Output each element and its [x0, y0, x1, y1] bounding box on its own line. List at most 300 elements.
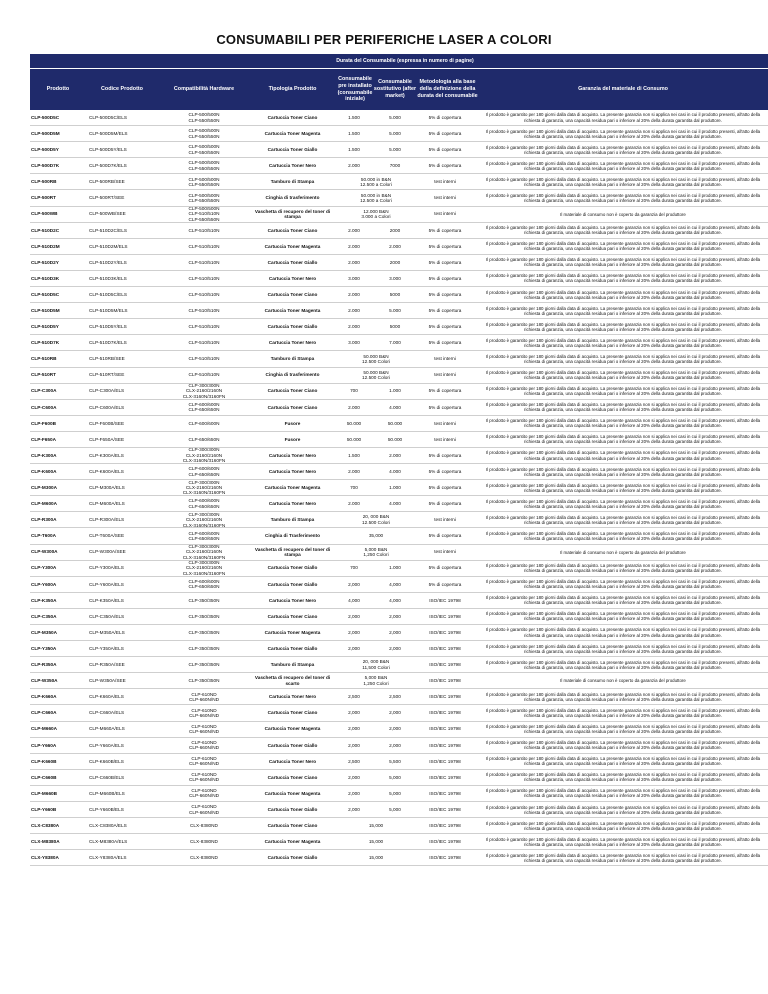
cell-preinstalled: 20, 000 B&N 11,500 Colori	[362, 659, 390, 670]
cell-warranty: Il prodotto è garantito per 180 giorni dalla data di acquisto. La presente garanzia non si applica nei casi in cui il prodotto presenti, all'atto della richiesta di garanzia, una capacità residua pari o inferiore al 20% della durata garantita dal produttore.	[485, 144, 761, 155]
table-row	[30, 834, 768, 850]
cell-code: CLP-500RT/SEE	[89, 195, 125, 201]
cell-warranty: Il prodotto è garantito per 180 giorni dalla data di acquisto. La presente garanzia non si applica nei casi in cui il prodotto presenti, all'atto della richiesta di garanzia, una capacità residua pari o inferiore al 20% della durata garantita dal produttore.	[485, 788, 761, 799]
cell-preinstalled: 2,000	[348, 645, 360, 651]
cell-method: test interni	[434, 195, 456, 201]
cell-type: Cartuccia Toner Giallo	[267, 259, 318, 265]
cell-method: ISO/IEC 19798	[429, 710, 461, 716]
cell-warranty: Il prodotto è garantito per 180 giorni dalla data di acquisto. La presente garanzia non si applica nei casi in cui il prodotto presenti, all'atto della richiesta di garanzia, una capacità residua pari o inferiore al 20% della durata garantita dal produttore.	[485, 820, 761, 831]
cell-method: ISO/IEC 19798	[429, 839, 461, 845]
cell-preinstalled: 5,000 B&N 1,250 Colori	[363, 675, 389, 686]
cell-code: CLP-K600A/ELS	[89, 468, 124, 474]
table-row	[30, 255, 768, 271]
cell-product: CLP-M300A	[31, 485, 58, 490]
cell-compat: CLP-510/510N	[188, 307, 220, 313]
cell-compat: CLX-8380ND	[190, 839, 218, 845]
cell-type: Cartuccia Toner Magenta	[264, 307, 321, 313]
cell-method: test interni	[434, 179, 456, 185]
cell-warranty: Il prodotto è garantito per 180 giorni dalla data di acquisto. La presente garanzia non si applica nei casi in cui il prodotto presenti, all'atto della richiesta di garanzia, una capacità residua pari o inferiore al 20% della durata garantita dal produttore.	[485, 756, 761, 767]
cell-warranty: Il prodotto è garantito per 180 giorni dalla data di acquisto. La presente garanzia non si applica nei casi in cui il prodotto presenti, all'atto della richiesta di garanzia, una capacità residua pari o inferiore al 20% della durata garantita dal produttore.	[485, 434, 761, 445]
cell-code: CLP-510D2Y/ELS	[89, 259, 127, 265]
cell-preinstalled: 50.000 B&N 12.500 Colori	[362, 353, 390, 364]
cell-warranty: Il materiale di consumo non è coperto da garanzia del produttore	[560, 549, 686, 555]
cell-type: Cinghia di Trasferimento	[265, 533, 320, 539]
cell-warranty: Il prodotto è garantito per 180 giorni dalla data di acquisto. La presente garanzia non si applica nei casi in cui il prodotto presenti, all'atto della richiesta di garanzia, una capacità residua pari o inferiore al 20% della durata garantita dal produttore.	[485, 852, 761, 863]
cell-code: CLP-510RB/SEE	[89, 356, 125, 362]
cell-compat: CLX-8380ND	[190, 822, 218, 828]
cell-warranty: Il prodotto è garantito per 180 giorni dalla data di acquisto. La presente garanzia non si applica nei casi in cui il prodotto presenti, all'atto della richiesta di garanzia, una capacità residua pari o inferiore al 20% della durata garantita dal produttore.	[485, 724, 761, 735]
header-span-row	[30, 54, 768, 68]
cell-compat: CLP-510/510N	[188, 291, 220, 297]
cell-type: Tamburo di Stampa	[270, 662, 315, 668]
cell-warranty: Il materiale di consumo non è coperto da garanzia del produttore	[560, 211, 686, 217]
cell-type: Tamburo di Stampa	[270, 179, 315, 185]
cell-compat: CLP-500/500N CLP-550/550N	[188, 144, 220, 155]
cell-code: CLP-K660B/ELS	[89, 758, 124, 764]
cell-warranty: Il prodotto è garantito per 180 giorni dalla data di acquisto. La presente garanzia non si applica nei casi in cui il prodotto presenti, all'atto della richiesta di garanzia, una capacità residua pari o inferiore al 20% della durata garantita dal produttore.	[485, 369, 761, 381]
cell-product: CLP-510D2C	[31, 227, 60, 233]
cell-code: CLP-Y660B/ELS	[89, 806, 124, 812]
cell-product: CLP-510D3K	[31, 275, 60, 281]
cell-method: ISO/IEC 19798	[429, 822, 461, 828]
cell-type: Cartuccia Toner Giallo	[267, 742, 318, 748]
cell-preinstalled: 3.000	[348, 340, 360, 346]
cell-aftermarket: 2,000	[389, 645, 401, 651]
cell-compat: CLP-500/500N CLP-550/550N	[188, 128, 220, 139]
cell-type: Vaschetta di recupero del toner di scarto	[254, 675, 331, 686]
cell-aftermarket: 2000	[389, 259, 401, 265]
cell-product: CLP-R300A	[31, 517, 57, 523]
cell-preinstalled: 50.000	[346, 420, 362, 426]
cell-product: CLP-M660A	[31, 726, 58, 732]
cell-aftermarket: 4,000	[389, 581, 401, 587]
cell-aftermarket: 50.000	[387, 436, 403, 442]
cell-aftermarket: 5.000	[389, 130, 401, 136]
cell-preinstalled: 2,000	[348, 581, 360, 587]
cell-product: CLP-K300A	[31, 452, 57, 458]
cell-preinstalled: 2,500	[348, 694, 360, 700]
cell-aftermarket: 4.000	[389, 501, 401, 507]
cell-preinstalled: 35,000	[368, 533, 384, 539]
cell-compat: CLP-600/600N CLP-650/650N	[188, 401, 220, 413]
cell-warranty: Il prodotto è garantito per 180 giorni dalla data di acquisto. La presente garanzia non si applica nei casi in cui il prodotto presenti, all'atto della richiesta di garanzia, una capacità residua pari o inferiore al 20% della durata garantita dal produttore.	[485, 273, 761, 284]
cell-warranty: Il prodotto è garantito per 180 giorni dalla data di acquisto. La presente garanzia non si applica nei casi in cui il prodotto presenti, all'atto della richiesta di garanzia, una capacità residua pari o inferiore al 20% della durata garantita dal produttore.	[485, 128, 761, 139]
cell-product: CLP-500RT	[31, 195, 57, 201]
cell-method: test interni	[434, 372, 456, 378]
cell-type: Vaschetta di recupero del toner di stampa	[254, 546, 331, 558]
cell-preinstalled: 2.000	[348, 243, 360, 249]
cell-code: CLP-F650A/SEE	[89, 436, 125, 442]
cell-code: CLP-M660B/ELS	[89, 790, 125, 796]
cell-product: CLP-F650A	[31, 436, 57, 442]
cell-method: 5% di copertura	[428, 533, 462, 539]
cell-product: CLP-Y600A	[31, 581, 57, 587]
table-row	[30, 770, 768, 786]
cell-method: 5% di copertura	[428, 468, 462, 474]
cell-preinstalled: 2,000	[348, 710, 360, 716]
table-row	[30, 126, 768, 142]
cell-type: Cartuccia Toner Ciano	[267, 388, 318, 394]
cell-type: Cartuccia Toner Giallo	[267, 806, 318, 812]
table-row	[30, 754, 768, 770]
table-row	[30, 577, 768, 593]
cell-code: CLP-C300A/ELS	[89, 388, 125, 394]
table-row	[30, 609, 768, 625]
table-row	[30, 239, 768, 255]
col-header-product: Prodotto	[46, 86, 70, 93]
cell-aftermarket: 1.000	[389, 485, 401, 490]
cell-type: Cartuccia Toner Giallo	[267, 324, 318, 330]
cell-method: ISO/IEC 19798	[429, 694, 461, 700]
cell-method: 5% di copertura	[428, 340, 462, 346]
cell-type: Cartuccia Toner Nero	[268, 163, 317, 169]
cell-preinstalled: 15,000	[368, 855, 384, 861]
cell-preinstalled: 700	[350, 485, 358, 490]
table-row	[30, 850, 768, 866]
cell-method: ISO/IEC 19798	[429, 758, 461, 764]
cell-type: Tamburo di Stampa	[270, 517, 315, 523]
cell-preinstalled: 15,000	[368, 839, 384, 845]
cell-preinstalled: 2.000	[348, 307, 360, 313]
cell-code: CLP-510D2C/ELS	[89, 227, 128, 233]
cell-code: CLP-T600A/SEE	[89, 533, 125, 539]
table-row	[30, 818, 768, 834]
cell-type: Vaschetta di recupero del toner di stampa	[254, 208, 331, 220]
cell-type: Cartuccia Toner Nero	[268, 452, 317, 458]
cell-code: CLP-M660A/ELS	[89, 726, 125, 732]
cell-warranty: Il materiale di consumo non è coperto da garanzia del produttore	[560, 678, 686, 684]
cell-compat: CLP-510/510N	[188, 227, 220, 233]
cell-code: CLP-M600A/ELS	[89, 501, 125, 507]
cell-compat: CLP-300/300N CLX-2160/2160N CLX-3160N/3160FN	[182, 383, 226, 399]
table-row	[30, 657, 768, 673]
table-row	[30, 400, 768, 416]
cell-compat: CLP-610ND CLP-660N/ND	[189, 804, 219, 815]
cell-compat: CLP-300/300N CLX-2160/2160N CLX-3160N/3160FN	[182, 560, 226, 576]
cell-aftermarket: 5000	[389, 291, 401, 297]
cell-code: CLP-C600A/ELS	[89, 404, 125, 410]
cell-preinstalled: 1.500	[348, 114, 360, 120]
cell-warranty: Il prodotto è garantito per 180 giorni dalla data di acquisto. La presente garanzia non si applica nei casi in cui il prodotto presenti, all'atto della richiesta di garanzia, una capacità residua pari o inferiore al 20% della durata garantita dal produttore.	[485, 836, 761, 847]
cell-aftermarket: 2,000	[389, 726, 401, 732]
cell-method: test interni	[434, 517, 456, 523]
cell-code: CLX-Y8380A/ELS	[89, 855, 127, 861]
cell-aftermarket: 2,000	[389, 629, 401, 635]
cell-code: CLP-R300A/ELS	[89, 517, 125, 523]
table-row	[30, 802, 768, 818]
cell-warranty: Il prodotto è garantito per 180 giorni dalla data di acquisto. La presente garanzia non si applica nei casi in cui il prodotto presenti, all'atto della richiesta di garanzia, una capacità residua pari o inferiore al 20% della durata garantita dal produttore.	[485, 563, 761, 574]
cell-code: CLP-Y300A/ELS	[89, 565, 124, 571]
cell-warranty: Il prodotto è garantito per 180 giorni dalla data di acquisto. La presente garanzia non si applica nei casi in cui il prodotto presenti, all'atto della richiesta di garanzia, una capacità residua pari o inferiore al 20% della durata garantita dal produttore.	[485, 772, 761, 783]
cell-method: 5% di copertura	[428, 324, 462, 330]
cell-aftermarket: 2,000	[389, 742, 401, 748]
cell-type: Cartuccia Toner Giallo	[267, 855, 318, 861]
cell-warranty: Il prodotto è garantito per 180 giorni dalla data di acquisto. La presente garanzia non si applica nei casi in cui il prodotto presenti, all'atto della richiesta di garanzia, una capacità residua pari o inferiore al 20% della durata garantita dal produttore.	[485, 482, 761, 493]
cell-compat: CLP-350/350N	[188, 613, 220, 619]
cell-aftermarket: 2,000	[389, 710, 401, 716]
cell-code: CLP-C660B/ELS	[89, 774, 125, 780]
cell-aftermarket: 3.000	[389, 275, 401, 281]
cell-method: 5% di copertura	[428, 501, 462, 507]
cell-type: Cartuccia Toner Magenta	[264, 243, 321, 249]
table-row	[30, 158, 768, 174]
cell-code: CLP-500RB/SEE	[89, 179, 125, 185]
cell-code: CLP-500WB/SEE	[89, 211, 126, 217]
cell-aftermarket: 7000	[389, 163, 401, 169]
cell-type: Cartuccia Toner Nero	[268, 275, 317, 281]
cell-code: CLP-K300A/ELS	[89, 452, 124, 458]
cell-aftermarket: 50.000	[387, 420, 403, 426]
cell-method: ISO/IEC 19798	[429, 662, 461, 668]
col-header-code: Codice Prodotto	[101, 86, 143, 93]
table-row	[30, 545, 768, 561]
cell-method: ISO/IEC 19798	[429, 855, 461, 861]
cell-aftermarket: 7.000	[389, 340, 401, 346]
cell-code: CLP-510D5M/ELS	[89, 307, 128, 313]
cell-type: Cartuccia Toner Magenta	[264, 726, 321, 732]
cell-product: CLP-510D5M	[31, 307, 60, 313]
cell-compat: CLP-510/510N	[188, 372, 220, 378]
cell-code: CLP-F600B/SEE	[89, 420, 125, 426]
cell-preinstalled: 2,500	[348, 758, 360, 764]
cell-code: CLP-510RT/SEE	[89, 372, 125, 378]
cell-preinstalled: 700	[350, 565, 358, 571]
cell-preinstalled: 50.000 in B&N 12.500 a Colori	[360, 176, 392, 187]
cell-compat: CLP-510/510N	[188, 259, 220, 265]
cell-method: 5% di copertura	[428, 581, 462, 587]
cell-method: ISO/IEC 19798	[429, 629, 461, 635]
table-row	[30, 416, 768, 432]
cell-type: Cartuccia Toner Ciano	[267, 710, 318, 716]
cell-method: 5% di copertura	[428, 243, 462, 249]
col-header-method: Metodologia alla base della definizione della durata del consumabile	[417, 79, 478, 99]
cell-warranty: Il prodotto è garantito per 180 giorni dalla data di acquisto. La presente garanzia non si applica nei casi in cui il prodotto presenti, all'atto della richiesta di garanzia, una capacità residua pari o inferiore al 20% della durata garantita dal produttore.	[485, 611, 761, 622]
cell-code: CLP-500D5C/ELS	[89, 114, 128, 120]
cell-warranty: Il prodotto è garantito per 180 giorni dalla data di acquisto. La presente garanzia non si applica nei casi in cui il prodotto presenti, all'atto della richiesta di garanzia, una capacità residua pari o inferiore al 20% della durata garantita dal produttore.	[485, 740, 761, 751]
cell-code: CLP-C660A/ELS	[89, 710, 125, 716]
cell-warranty: Il prodotto è garantito per 180 giorni dalla data di acquisto. La presente garanzia non si applica nei casi in cui il prodotto presenti, all'atto della richiesta di garanzia, una capacità residua pari o inferiore al 20% della durata garantita dal produttore.	[485, 386, 761, 397]
cell-preinstalled: 4,000	[348, 597, 360, 603]
cell-code: CLP-W350A/SEE	[89, 678, 126, 684]
cell-preinstalled: 2,000	[348, 774, 360, 780]
cell-type: Cartuccia Toner Magenta	[264, 790, 321, 796]
cell-warranty: Il prodotto è garantito per 180 giorni dalla data di acquisto. La presente garanzia non si applica nei casi in cui il prodotto presenti, all'atto della richiesta di garanzia, una capacità residua pari o inferiore al 20% della durata garantita dal produttore.	[485, 418, 761, 429]
cell-preinstalled: 2,000	[348, 790, 360, 796]
cell-warranty: Il prodotto è garantito per 180 giorni dalla data di acquisto. La presente garanzia non si applica nei casi in cui il prodotto presenti, all'atto della richiesta di garanzia, una capacità residua pari o inferiore al 20% della durata garantita dal produttore.	[485, 257, 761, 268]
cell-preinstalled: 50.000 B&N 12.500 Colori	[362, 369, 390, 381]
cell-preinstalled: 2.000	[348, 227, 360, 233]
cell-code: CLP-W300A/SEE	[89, 549, 126, 555]
cell-aftermarket: 4.000	[389, 404, 401, 410]
cell-preinstalled: 1.500	[348, 147, 360, 153]
cell-compat: CLP-610ND CLP-660N/ND	[189, 755, 219, 767]
table-row	[30, 528, 768, 544]
cell-method: ISO/IEC 19798	[429, 726, 461, 732]
cell-compat: CLP-500/500N CLP-550/550N	[188, 176, 220, 187]
cell-product: CLP-K660A	[31, 694, 57, 700]
cell-warranty: Il prodotto è garantito per 180 giorni dalla data di acquisto. La presente garanzia non si applica nei casi in cui il prodotto presenti, all'atto della richiesta di garanzia, una capacità residua pari o inferiore al 20% della durata garantita dal produttore.	[485, 514, 761, 525]
cell-type: Tamburo di Stampa	[270, 356, 315, 362]
cell-product: CLP-K600A	[31, 468, 57, 474]
cell-code: CLX-M8380A/ELS	[89, 839, 128, 845]
cell-type: Cinghia di trasferimento	[265, 372, 320, 378]
cell-method: ISO/IEC 19798	[429, 742, 461, 748]
cell-warranty: Il prodotto è garantito per 180 giorni dalla data di acquisto. La presente garanzia non si applica nei casi in cui il prodotto presenti, all'atto della richiesta di garanzia, una capacità residua pari o inferiore al 20% della durata garantita dal produttore.	[485, 450, 761, 461]
cell-method: 5% di copertura	[428, 275, 462, 281]
cell-compat: CLP-350/350N	[188, 678, 220, 684]
cell-method: 5% di copertura	[428, 485, 462, 490]
cell-compat: CLP-650/650N	[188, 436, 220, 442]
cell-method: ISO/IEC 19798	[429, 774, 461, 780]
table-row	[30, 174, 768, 190]
cell-compat: CLP-610ND CLP-660N/ND	[189, 771, 219, 783]
cell-type: Cartuccia Toner Giallo	[267, 645, 318, 651]
cell-aftermarket: 4,000	[389, 597, 401, 603]
cell-warranty: Il prodotto è garantito per 180 giorni dalla data di acquisto. La presente garanzia non si applica nei casi in cui il prodotto presenti, all'atto della richiesta di garanzia, una capacità residua pari o inferiore al 20% della durata garantita dal produttore.	[485, 112, 761, 123]
cell-type: Cartuccia Toner Nero	[268, 468, 317, 474]
table-row	[30, 512, 768, 528]
cell-code: CLP-Y350A/ELS	[89, 645, 124, 651]
cell-compat: CLP-500/500N CLP-550/550N	[188, 112, 220, 123]
cell-preinstalled: 5,000 B&N 1,250 Colori	[363, 546, 389, 558]
cell-preinstalled: 50.000 in B&N 12.500 a Colori	[360, 192, 392, 204]
cell-compat: CLP-600/600N CLP-650/650N	[188, 498, 220, 509]
cell-compat: CLP-350/350N	[188, 597, 220, 603]
cell-method: 5% di copertura	[428, 307, 462, 313]
cell-type: Cinghia di trasferimento	[265, 195, 320, 201]
cell-type: Fusore	[284, 436, 301, 442]
cell-type: Cartuccia Toner Nero	[268, 597, 317, 603]
table-row	[30, 673, 768, 689]
cell-compat: CLP-510/510N	[188, 324, 220, 330]
table-row	[30, 384, 768, 400]
cell-type: Cartuccia Toner Magenta	[264, 629, 321, 635]
cell-warranty: Il prodotto è garantito per 180 giorni dalla data di acquisto. La presente garanzia non si applica nei casi in cui il prodotto presenti, all'atto della richiesta di garanzia, una capacità residua pari o inferiore al 20% della durata garantita dal produttore.	[485, 707, 761, 719]
cell-product: CLP-F600B	[31, 420, 57, 426]
cell-code: CLP-510D5C/ELS	[89, 291, 128, 297]
cell-product: CLP-510D2Y	[31, 259, 59, 265]
cell-compat: CLP-610ND CLP-660N/ND	[189, 788, 219, 799]
cell-product: CLP-510D5C	[31, 291, 60, 297]
cell-aftermarket: 2000	[389, 227, 401, 233]
col-header-preinstalled: Consumabile pre installato (consumabile iniziale)	[337, 76, 373, 103]
cell-type: Cartuccia Toner Ciano	[267, 227, 318, 233]
cell-warranty: Il prodotto è garantito per 180 giorni dalla data di acquisto. La presente garanzia non si applica nei casi in cui il prodotto presenti, all'atto della richiesta di garanzia, una capacità residua pari o inferiore al 20% della durata garantita dal produttore.	[485, 643, 761, 654]
cell-preinstalled: 2,000	[348, 629, 360, 635]
cell-warranty: Il prodotto è garantito per 180 giorni dalla data di acquisto. La presente garanzia non si applica nei casi in cui il prodotto presenti, all'atto della richiesta di garanzia, una capacità residua pari o inferiore al 20% della durata garantita dal produttore.	[485, 659, 761, 670]
cell-product: CLX-Y8380A	[31, 855, 59, 861]
cell-warranty: Il prodotto è garantito per 180 giorni dalla data di acquisto. La presente garanzia non si applica nei casi in cui il prodotto presenti, all'atto della richiesta di garanzia, una capacità residua pari o inferiore al 20% della durata garantita dal produttore.	[485, 289, 761, 300]
consumables-table	[30, 54, 768, 866]
cell-aftermarket: 4.000	[389, 468, 401, 474]
cell-method: ISO/IEC 19798	[429, 806, 461, 812]
cell-warranty: Il prodotto è garantito per 180 giorni dalla data di acquisto. La presente garanzia non si applica nei casi in cui il prodotto presenti, all'atto della richiesta di garanzia, una capacità residua pari o inferiore al 20% della durata garantita dal produttore.	[485, 305, 761, 316]
cell-compat: CLP-500/500N CLP-510/510N CLP-550/550N	[188, 206, 220, 222]
cell-method: 5% di copertura	[428, 130, 462, 136]
table-row	[30, 110, 768, 126]
cell-preinstalled: 1.500	[348, 452, 360, 458]
cell-method: 5% di copertura	[428, 114, 462, 120]
table-row	[30, 689, 768, 705]
cell-method: ISO/IEC 19798	[429, 645, 461, 651]
table-row	[30, 287, 768, 303]
cell-method: test interni	[434, 549, 456, 555]
cell-compat: CLP-510/510N	[188, 356, 220, 362]
cell-code: CLP-500D5Y/ELS	[89, 147, 127, 153]
header-span-label: Durata del Consumabile (espressa in numero di pagine)	[336, 58, 474, 64]
table-row	[30, 351, 768, 367]
cell-compat: CLP-600/600N CLP-650/650N	[188, 530, 220, 541]
cell-method: 5% di copertura	[428, 163, 462, 169]
cell-compat: CLP-510/510N	[188, 275, 220, 281]
cell-method: 5% di copertura	[428, 565, 462, 571]
cell-compat: CLP-350/350N	[188, 629, 220, 635]
cell-type: Cartuccia Toner Ciano	[267, 114, 318, 120]
cell-aftermarket: 5,000	[389, 790, 401, 796]
cell-aftermarket: 5,000	[389, 774, 401, 780]
cell-warranty: Il prodotto è garantito per 180 giorni dalla data di acquisto. La presente garanzia non si applica nei casi in cui il prodotto presenti, all'atto della richiesta di garanzia, una capacità residua pari o inferiore al 20% della durata garantita dal produttore.	[485, 192, 761, 204]
cell-compat: CLP-610ND CLP-660N/ND	[189, 739, 219, 751]
cell-compat: CLP-350/350N	[188, 645, 220, 651]
cell-warranty: Il prodotto è garantito per 180 giorni dalla data di acquisto. La presente garanzia non si applica nei casi in cui il prodotto presenti, all'atto della richiesta di garanzia, una capacità residua pari o inferiore al 20% della durata garantita dal produttore.	[485, 498, 761, 509]
cell-product: CLP-Y660A	[31, 742, 57, 748]
cell-compat: CLP-500/500N CLP-550/550N	[188, 192, 220, 204]
cell-aftermarket: 5,000	[389, 806, 401, 812]
table-row	[30, 722, 768, 738]
table-row	[30, 496, 768, 512]
cell-preinstalled: 2,000	[348, 742, 360, 748]
cell-product: CLP-500RB	[31, 179, 57, 185]
cell-product: CLP-500D5M	[31, 130, 60, 136]
cell-aftermarket: 5,500	[389, 758, 401, 764]
cell-compat: CLX-8380ND	[190, 855, 218, 861]
cell-method: ISO/IEC 19798	[429, 790, 461, 796]
cell-product: CLP-M600A	[31, 501, 58, 507]
cell-method: ISO/IEC 19798	[429, 597, 461, 603]
col-header-compat: Compatibilità Hardware	[173, 86, 235, 93]
cell-product: CLX-M8380A	[31, 839, 60, 845]
cell-compat: CLP-610ND CLP-660N/ND	[189, 691, 219, 702]
cell-preinstalled: 1.500	[348, 130, 360, 136]
cell-compat: CLP-600/600N CLP-650/650N	[188, 466, 220, 477]
table-row	[30, 464, 768, 480]
cell-compat: CLP-510/510N	[188, 243, 220, 249]
page-title: CONSUMABILI PER PERIFERICHE LASER A COLORI	[216, 32, 552, 47]
cell-warranty: Il prodotto è garantito per 180 giorni dalla data di acquisto. La presente garanzia non si applica nei casi in cui il prodotto presenti, all'atto della richiesta di garanzia, una capacità residua pari o inferiore al 20% della durata garantita dal produttore.	[485, 241, 761, 252]
cell-product: CLP-W300A	[31, 549, 58, 555]
cell-product: CLP-M660B	[31, 790, 58, 796]
cell-warranty: Il prodotto è garantito per 180 giorni dalla data di acquisto. La presente garanzia non si applica nei casi in cui il prodotto presenti, all'atto della richiesta di garanzia, una capacità residua pari o inferiore al 20% della durata garantita dal produttore.	[485, 466, 761, 477]
cell-aftermarket: 2.000	[389, 243, 401, 249]
cell-code: CLP-M300A/ELS	[89, 485, 125, 490]
cell-code: CLP-510D2M/ELS	[89, 243, 128, 249]
cell-type: Cartuccia Toner Nero	[268, 340, 317, 346]
cell-product: CLP-500WB	[31, 211, 58, 217]
header-row	[30, 68, 768, 110]
cell-warranty: Il prodotto è garantito per 180 giorni dalla data di acquisto. La presente garanzia non si applica nei casi in cui il prodotto presenti, all'atto della richiesta di garanzia, una capacità residua pari o inferiore al 20% della durata garantita dal produttore.	[485, 691, 761, 702]
table-row	[30, 207, 768, 223]
cell-type: Cartuccia Toner Magenta	[264, 485, 321, 490]
cell-warranty: Il prodotto è garantito per 180 giorni dalla data di acquisto. La presente garanzia non si applica nei casi in cui il prodotto presenti, all'atto della richiesta di garanzia, una capacità residua pari o inferiore al 20% della durata garantita dal produttore.	[485, 402, 761, 413]
cell-code: CLP-K350A/ELS	[89, 597, 124, 603]
cell-type: Cartuccia Toner Giallo	[267, 581, 318, 587]
cell-method: 5% di copertura	[428, 147, 462, 153]
table-row	[30, 593, 768, 609]
cell-compat: CLP-300/300N CLX-2160/2160N CLX-3160N/3160FN	[182, 480, 226, 496]
cell-aftermarket: 5.000	[389, 114, 401, 120]
cell-aftermarket: 5000	[389, 324, 401, 330]
cell-preinstalled: 700	[350, 388, 358, 394]
